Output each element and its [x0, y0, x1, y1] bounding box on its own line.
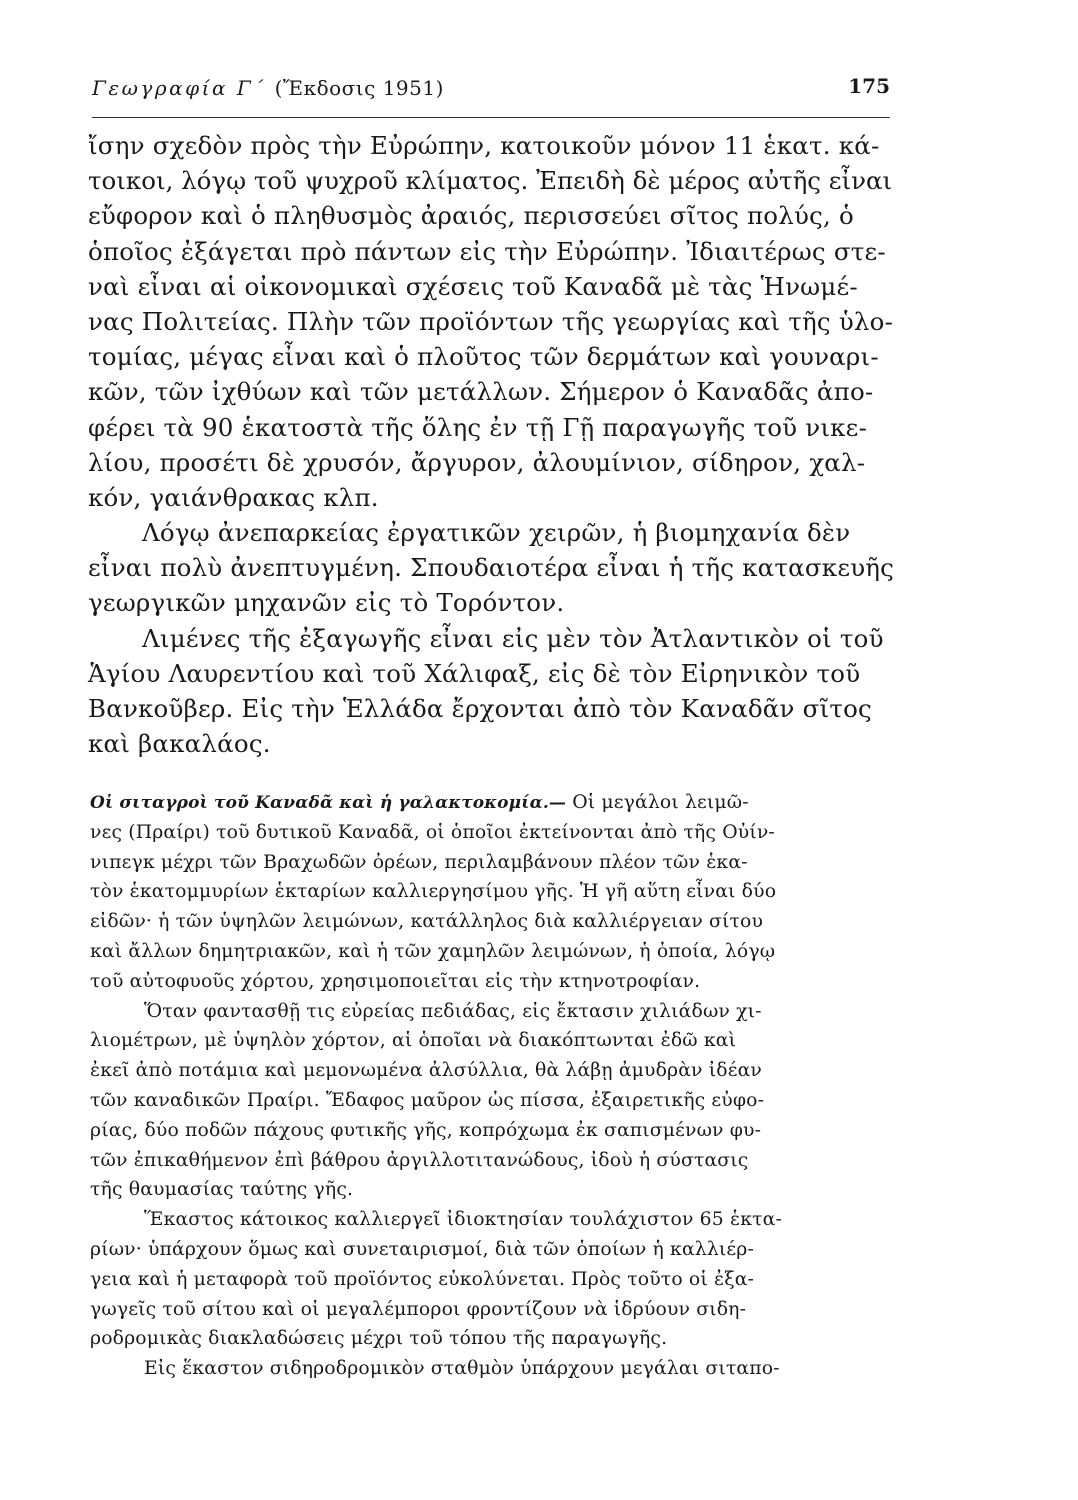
text-line: Ἕκαστος κάτοικος καλλιεργεῖ ἰδιοκτησίαν τουλάχιστον 65 ἑκτα-: [144, 1209, 782, 1231]
text-line: Ἁγίου Λαυρεντίου καὶ τοῦ Χάλιφαξ, εἰς δὲ τὸν Εἰρηνικὸν τοῦ: [88, 658, 861, 688]
text-line: τομίας, μέγας εἶναι καὶ ὁ πλοῦτος τῶν δερμάτων καὶ γουναρι-: [88, 342, 879, 372]
section-heading: Οἱ σιταγροὶ τοῦ Καναδᾶ καὶ ἡ γαλακτοκομία.—: [90, 793, 567, 813]
text-line: γεωργικῶν μηχανῶν εἰς τὸ Τορόντον.: [88, 588, 565, 618]
text-line: κῶν, τῶν ἰχθύων καὶ τῶν μετάλλων. Σήμερον ὁ Καναδᾶς ἀπο-: [88, 377, 874, 407]
text-line: γωγεῖς τοῦ σίτου καὶ οἱ μεγαλέμποροι φροντίζουν νὰ ἱδρύουν σιδη-: [90, 1298, 747, 1320]
text-line: Βανκοῦβερ. Εἰς τὴν Ἑλλάδα ἔρχονται ἀπὸ τὸν Καναδᾶν σῖτος: [88, 694, 872, 723]
text-line: τοῦ αὐτοφυοῦς χόρτου, χρησιμοποιεῖται εἰς τὴν κτηνοτροφίαν.: [90, 970, 701, 992]
text-line: τὸν ἑκατομμυρίων ἑκταρίων καλλιεργησίμου γῆς. Ἡ γῆ αὕτη εἶναι δύο: [90, 881, 777, 903]
text-line: ροδρομικὰς διακλαδώσεις μέχρι τοῦ τόπου τῆς παραγωγῆς.: [90, 1328, 668, 1350]
text-line: ρίας, δύο ποδῶν πάχους φυτικῆς γῆς, κοπρόχωμα ἐκ σαπισμένων φυ-: [90, 1119, 762, 1141]
header-rule: [92, 117, 890, 118]
text-line: Λόγῳ ἀνεπαρκείας ἐργατικῶν χειρῶν, ἡ βιομηχανία δὲν: [142, 518, 851, 548]
text-line: εἶναι πολὺ ἀνεπτυγμένη. Σπουδαιοτέρα εἶναι ἡ τῆς κατασκευῆς: [88, 553, 895, 583]
text-line: καὶ ἄλλων δημητριακῶν, καὶ ἡ τῶν χαμηλῶν λειμώνων, ἡ ὁποία, λόγῳ: [90, 940, 776, 962]
text-line: ὁποῖος ἐξάγεται πρὸ πάντων εἰς τὴν Εὐρώπην. Ἰδιαιτέρως στε-: [88, 236, 886, 266]
text-line: νας Πολιτείας. Πλὴν τῶν προϊόντων τῆς γεωργίας καὶ τῆς ὑλο-: [88, 306, 894, 336]
section-first-line: [90, 788, 912, 818]
text-line: εἰδῶν· ἡ τῶν ὑψηλῶν λειμώνων, κατάλληλος διὰ καλλιέργειαν σίτου: [90, 911, 764, 933]
header-title: [92, 76, 444, 100]
text-line: γεια καὶ ἡ μεταφορὰ τοῦ προϊόντος εὐκολύνεται. Πρὸς τοῦτο οἱ ἐξα-: [90, 1268, 755, 1290]
text-line: τῆς θαυμασίας ταύτης γῆς.: [90, 1179, 354, 1201]
text-line: νιπεγκ μέχρι τῶν Βραχωδῶν ὀρέων, περιλαμβάνουν πλέον τῶν ἑκα-: [90, 851, 748, 873]
text-line: Λιμένες τῆς ἐξαγωγῆς εἶναι εἰς μὲν τὸν Ἀτλαντικὸν οἱ τοῦ: [142, 623, 884, 653]
text-line: ρίων· ὑπάρχουν ὅμως καὶ συνεταιρισμοί, διὰ τῶν ὁποίων ἡ καλλιέρ-: [90, 1238, 754, 1260]
section-text: [90, 788, 912, 1384]
text-line: ναὶ εἶναι αἱ οἰκονομικαὶ σχέσεις τοῦ Καναδᾶ μὲ τὰς Ἡνωμέ-: [88, 271, 858, 301]
header-edition: (Ἔκδοσις 1951): [274, 76, 444, 100]
text-line: τῶν καναδικῶν Πραίρι. Ἔδαφος μαῦρον ὡς πίσσα, ἐξαιρετικῆς εὐφο-: [90, 1089, 765, 1111]
text-line: τῶν ἐπικαθήμενον ἐπὶ βάθρου ἀργιλλοτιτανώδους, ἰδοὺ ἡ σύστασις: [90, 1149, 749, 1171]
text-line: Ὅταν φαντασθῇ τις εὐρείας πεδιάδας, εἰς ἔκτασιν χιλιάδων χι-: [144, 1000, 762, 1022]
section-first-line-text: Οἱ μεγάλοι λειμῶ-: [566, 792, 749, 813]
text-line: λίου, προσέτι δὲ χρυσόν, ἄργυρον, ἀλουμίνιον, σίδηρον, χαλ-: [88, 447, 866, 477]
text-line: λιομέτρων, μὲ ὑψηλὸν χόρτον, αἱ ὁποῖαι νὰ διακόπτωνται ἐδῶ καὶ: [90, 1030, 737, 1052]
text-line: ἐκεῖ ἀπὸ ποτάμια καὶ μεμονωμένα ἀλσύλλια, θὰ λάβῃ ἀμυδρὰν ἰδέαν: [90, 1060, 762, 1082]
text-line: φέρει τὰ 90 ἑκατοστὰ τῆς ὅλης ἐν τῇ Γῇ παραγωγῆς τοῦ νικε-: [88, 412, 868, 442]
page-number: 175: [848, 74, 890, 98]
text-line: νες (Πραίρι) τοῦ δυτικοῦ Καναδᾶ, οἱ ὁποῖοι ἐκτείνονται ἀπὸ τῆς Οὐίν-: [90, 821, 775, 843]
text-line: καὶ βακαλάος.: [88, 729, 271, 759]
text-line: τοικοι, λόγῳ τοῦ ψυχροῦ κλίματος. Ἐπειδὴ δὲ μέρος αὐτῆς εἶναι: [88, 166, 893, 196]
header-title-main: Γεωγραφία Γ΄: [92, 76, 266, 100]
text-line: εὔφορον καὶ ὁ πληθυσμὸς ἀραιός, περισσεύει σῖτος πολύς, ὁ: [88, 201, 854, 231]
main-text: [88, 128, 896, 761]
running-header: [92, 76, 890, 106]
text-line: Εἰς ἕκαστον σιδηροδρομικὸν σταθμὸν ὑπάρχουν μεγάλαι σιταπο-: [144, 1358, 780, 1380]
text-line: κόν, γαιάνθρακας κλπ.: [88, 482, 379, 512]
text-line: ἴσην σχεδὸν πρὸς τὴν Εὐρώπην, κατοικοῦν μόνον 11 ἑκατ. κά-: [88, 131, 880, 160]
